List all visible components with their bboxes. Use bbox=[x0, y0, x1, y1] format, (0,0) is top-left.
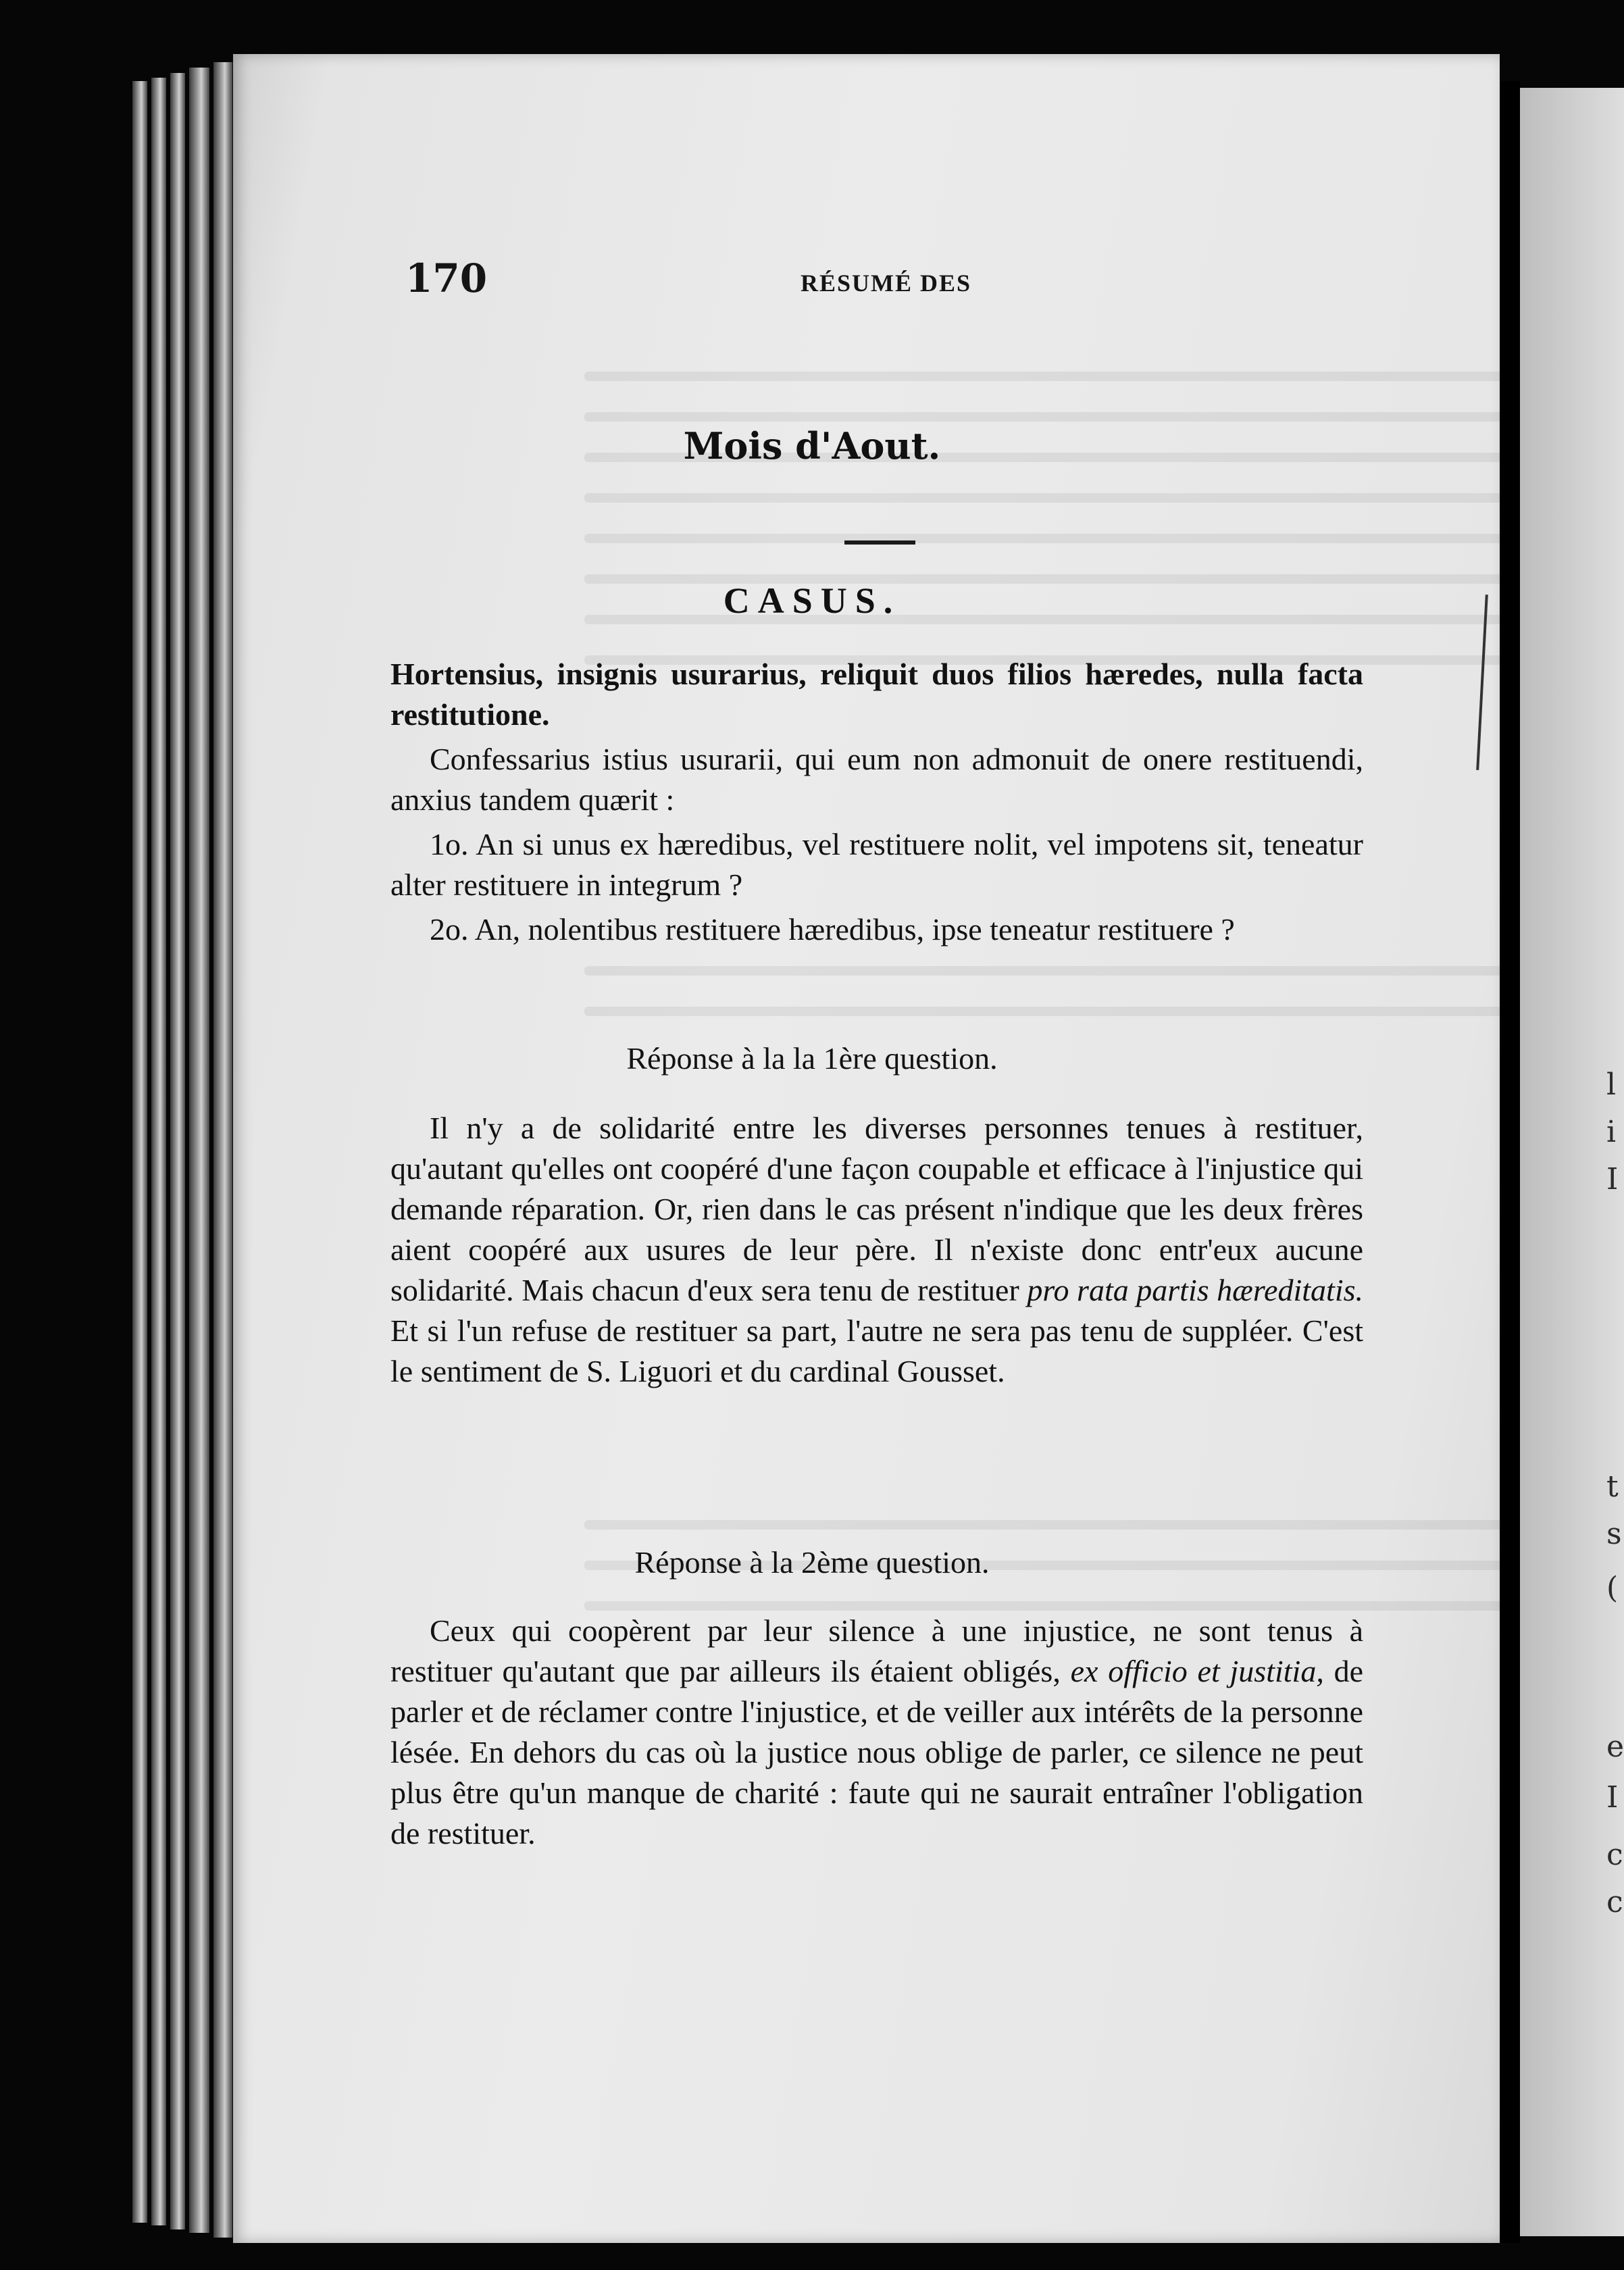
page-edge bbox=[151, 78, 166, 2225]
month-title: Mois d'Aout. bbox=[683, 424, 941, 468]
running-head: RÉSUMÉ DES bbox=[801, 270, 972, 297]
bleed-through bbox=[584, 1601, 1500, 1611]
facing-page-char: I bbox=[1606, 1780, 1619, 1815]
facing-page-char: s bbox=[1606, 1517, 1622, 1551]
answer-text-span: Il n'y a de solidarité entre les diverses personnes tenues à restituer, qu'autant qu'elles ont coopéré d'une façon coupable et efficace à l'injustice qui demande réparation. Or, rien dans le cas présent n'indique que les deux frères aient coopéré aux usures de leur père. Il n'existe donc entr'eux aucune solidarité. Mais chacun d'eux sera tenu de restituer bbox=[390, 1111, 1363, 1307]
bleed-through bbox=[584, 1520, 1500, 1530]
bleed-through bbox=[584, 493, 1500, 503]
latin-phrase: ex officio et justitia, bbox=[1070, 1654, 1324, 1688]
answer-text bbox=[390, 1611, 1363, 1858]
facing-page-char: I bbox=[1606, 1162, 1619, 1196]
page-edge bbox=[213, 62, 232, 2238]
casus-paragraph: Hortensius, insignis usurarius, reliquit duos filios hæredes, nulla facta restitutione. bbox=[390, 657, 1363, 732]
answer-heading: Réponse à la la 1ère question. bbox=[626, 1041, 998, 1076]
bleed-through bbox=[584, 966, 1500, 976]
facing-page-char: c bbox=[1606, 1838, 1623, 1872]
answer-paragraph bbox=[390, 1611, 1363, 1854]
facing-page-char: ( bbox=[1606, 1571, 1619, 1605]
bleed-through bbox=[584, 412, 1500, 422]
page-edge bbox=[132, 81, 147, 2223]
facing-page-char: e bbox=[1606, 1730, 1624, 1764]
facing-page-char: t bbox=[1606, 1469, 1619, 1504]
casus-question: 2o. An, nolentibus restituere hæredibus, ipse teneatur restituere ? bbox=[430, 912, 1235, 947]
facing-page-char: i bbox=[1606, 1115, 1617, 1149]
title-rule bbox=[844, 540, 915, 545]
facing-page-char: l bbox=[1606, 1067, 1617, 1102]
answer-paragraph bbox=[390, 1108, 1363, 1392]
casus-title: CASUS. bbox=[723, 580, 901, 621]
answer-text-span: Ceux qui coopèrent par leur silence à une injustice, ne sont tenus à restituer qu'autant que par ailleurs ils étaient obligés, bbox=[390, 1613, 1363, 1688]
answer-heading: Réponse à la 2ème question. bbox=[634, 1545, 990, 1580]
casus-paragraph: Confessarius istius usurarii, qui eum non admonuit de onere restituendi, anxius tandem quærit : bbox=[390, 742, 1363, 817]
bleed-through bbox=[584, 372, 1500, 381]
bleed-through bbox=[584, 534, 1500, 543]
casus-question: 1o. An si unus ex hæredibus, vel restituere nolit, vel impotens sit, teneatur alter restituere in integrum ? bbox=[390, 827, 1363, 902]
page-edge bbox=[189, 68, 209, 2233]
casus-text bbox=[390, 654, 1363, 954]
answer-text-span: de parler et de réclamer contre l'injustice, et de veiller aux intérêts de la personne lésée. En dehors du cas où la justice nous oblige de parler, ce silence ne peut plus être qu'un manque de charité : faute qui ne saurait entraîner l'obligation de restituer. bbox=[390, 1654, 1364, 1850]
latin-phrase: pro rata partis hæreditatis. bbox=[1027, 1273, 1363, 1307]
page-number: 170 bbox=[405, 255, 488, 301]
book-gutter bbox=[1501, 81, 1520, 2243]
answer-text-span: Et si l'un refuse de restituer sa part, l'autre ne sera pas tenu de suppléer. C'est le sentiment de S. Liguori et du cardinal Gousset. bbox=[390, 1313, 1363, 1388]
page-edge bbox=[170, 73, 185, 2229]
bleed-through bbox=[584, 1007, 1500, 1016]
answer-text bbox=[390, 1108, 1363, 1396]
facing-page-char: c bbox=[1606, 1885, 1623, 1919]
